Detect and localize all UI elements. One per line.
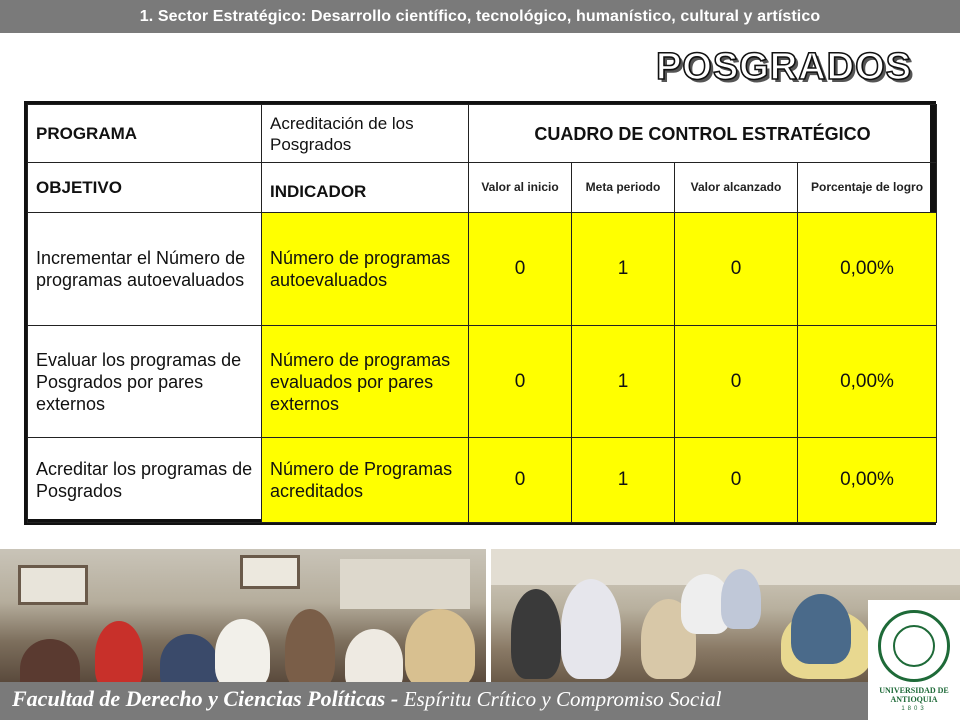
university-logo xyxy=(868,600,960,720)
page-title: POSGRADOS xyxy=(655,46,912,88)
row-meta: 1 xyxy=(572,326,675,438)
row-valor-inicio: 0 xyxy=(469,438,572,523)
table-row xyxy=(28,438,937,523)
programa-value: Acreditación de los Posgrados xyxy=(262,105,469,163)
university-year: 1803 xyxy=(901,706,927,712)
col-meta-periodo: Meta periodo xyxy=(572,163,675,213)
row-indicador: Número de programas autoevaluados xyxy=(262,213,469,326)
row-valor-alcanzado: 0 xyxy=(675,326,798,438)
row-porcentaje: 0,00% xyxy=(798,438,937,523)
row-porcentaje: 0,00% xyxy=(798,326,937,438)
row-objetivo: Evaluar los programas de Posgrados por pares externos xyxy=(28,326,262,438)
col-valor-inicio: Valor al inicio xyxy=(469,163,572,213)
row-objetivo: Incrementar el Número de programas autoevaluados xyxy=(28,213,262,326)
footer-separator: - xyxy=(385,686,404,711)
indicador-label: INDICADOR xyxy=(262,163,469,213)
row-valor-alcanzado: 0 xyxy=(675,213,798,326)
row-valor-inicio: 0 xyxy=(469,213,572,326)
footer-banner xyxy=(0,682,868,720)
row-meta: 1 xyxy=(572,213,675,326)
control-table-grid xyxy=(27,104,937,523)
row-indicador: Número de programas evaluados por pares externos xyxy=(262,326,469,438)
row-indicador: Número de Programas acreditados xyxy=(262,438,469,523)
row-valor-alcanzado: 0 xyxy=(675,438,798,523)
objetivo-label: OBJETIVO xyxy=(28,163,262,213)
control-table xyxy=(24,101,936,525)
row-porcentaje: 0,00% xyxy=(798,213,937,326)
row-meta: 1 xyxy=(572,438,675,523)
faculty-motto: Espíritu Crítico y Compromiso Social xyxy=(403,687,722,711)
university-seal-icon xyxy=(878,610,950,682)
university-name: UNIVERSIDAD DE ANTIOQUIA xyxy=(879,686,949,704)
col-porcentaje-logro: Porcentaje de logro xyxy=(798,163,937,213)
classroom-photo-left xyxy=(0,549,486,682)
faculty-name: Facultad de Derecho y Ciencias Políticas xyxy=(12,686,386,711)
cuadro-control-label: CUADRO DE CONTROL ESTRATÉGICO xyxy=(469,105,937,163)
col-valor-alcanzado: Valor alcanzado xyxy=(675,163,798,213)
row-valor-inicio: 0 xyxy=(469,326,572,438)
table-row xyxy=(28,213,937,326)
sector-banner: 1. Sector Estratégico: Desarrollo científico, tecnológico, humanístico, cultural y artístico xyxy=(0,0,960,33)
programa-label: PROGRAMA xyxy=(28,105,262,163)
row-objetivo: Acreditar los programas de Posgrados xyxy=(28,438,262,523)
table-row xyxy=(28,326,937,438)
